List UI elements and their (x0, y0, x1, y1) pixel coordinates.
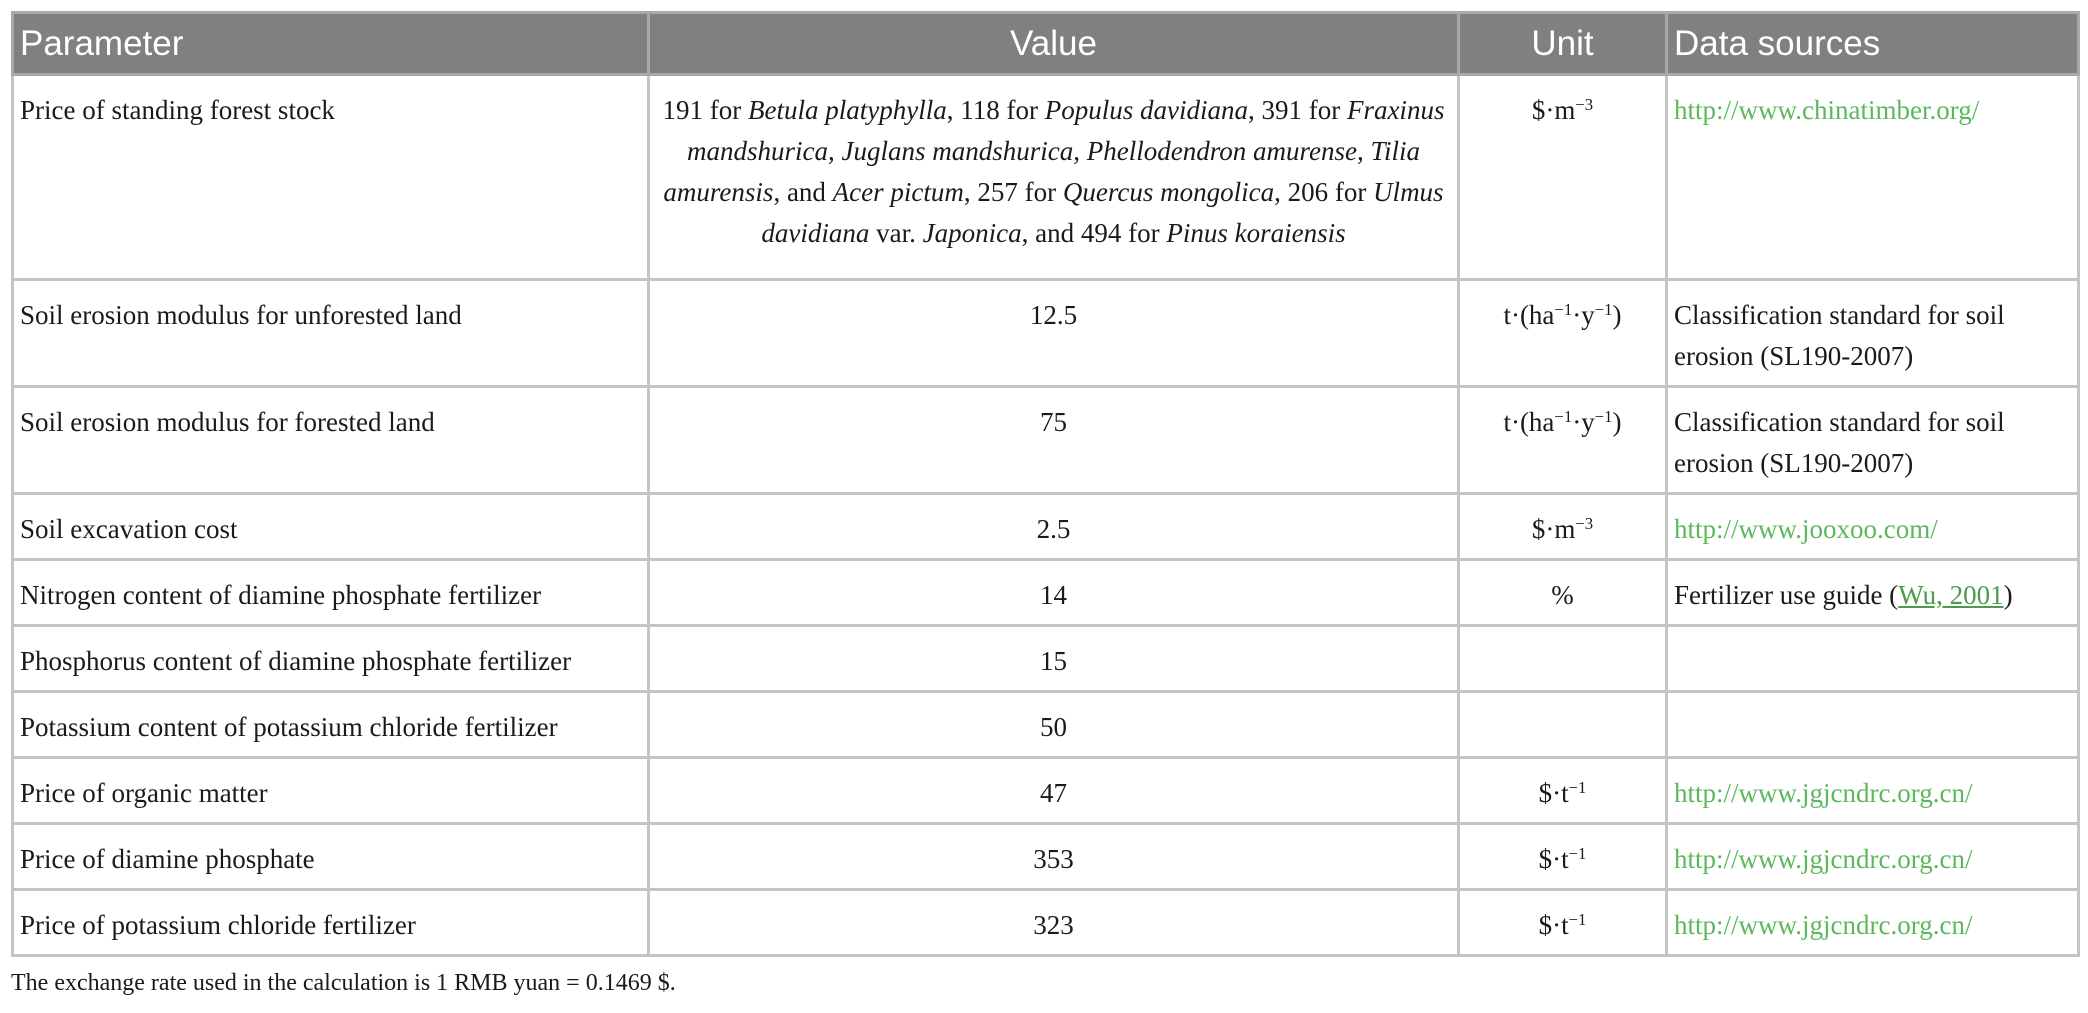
parameter-cell: Soil erosion modulus for unforested land (13, 280, 649, 387)
value-text: , and (773, 177, 833, 207)
table-row (13, 824, 2079, 890)
unit-cell (1459, 824, 1667, 890)
table-footnote: The exchange rate used in the calculation is 1 RMB yuan = 0.1469 $. (11, 970, 676, 996)
parameter-cell: Price of diamine phosphate (13, 824, 649, 890)
value-text: , and 494 for (1021, 218, 1167, 248)
unit-exponent: −1 (1594, 299, 1613, 319)
unit-exponent: −1 (1568, 777, 1587, 797)
table-body (13, 75, 2079, 956)
species-name: Japonica (922, 218, 1022, 248)
value-text: , 391 for (1247, 95, 1347, 125)
source-text: Fertilizer use guide ( (1674, 580, 1899, 610)
table-row (13, 387, 2079, 494)
value-cell: 323 (649, 890, 1459, 956)
table-row (13, 626, 2079, 692)
unit-part: t·(ha (1503, 407, 1555, 437)
table-row (13, 890, 2079, 956)
source-link[interactable]: http://www.chinatimber.org/ (1674, 95, 1980, 125)
table-row (13, 280, 2079, 387)
unit-base: $·t (1538, 778, 1569, 808)
header-data-sources: Data sources (1667, 13, 2079, 75)
value-text: , 257 for (963, 177, 1063, 207)
table-row (13, 758, 2079, 824)
source-cell (1667, 560, 2079, 626)
unit-cell (1459, 494, 1667, 560)
unit-part: t·(ha (1503, 300, 1555, 330)
parameters-table (11, 11, 2080, 957)
value-cell: 353 (649, 824, 1459, 890)
parameter-cell: Price of standing forest stock (13, 75, 649, 280)
unit-base: $·t (1538, 844, 1569, 874)
source-cell (1667, 824, 2079, 890)
parameter-cell: Price of potassium chloride fertilizer (13, 890, 649, 956)
unit-cell (1459, 280, 1667, 387)
parameter-cell: Nitrogen content of diamine phosphate fertilizer (13, 560, 649, 626)
species-name: Populus davidiana (1044, 95, 1248, 125)
unit-exponent: −1 (1568, 843, 1587, 863)
source-text: ) (2003, 580, 2013, 610)
species-name: Fraxinus mandshurica, Juglans mandshurica, Phellodendron amurense, Tilia amurensis (663, 95, 1445, 207)
unit-part: ·y (1572, 300, 1595, 330)
value-cell (649, 75, 1459, 280)
unit-cell (1459, 758, 1667, 824)
unit-exponent: −1 (1594, 406, 1613, 426)
unit-exponent: −3 (1575, 94, 1594, 114)
value-cell: 47 (649, 758, 1459, 824)
value-cell: 15 (649, 626, 1459, 692)
species-name: Quercus mongolica (1062, 177, 1275, 207)
header-unit: Unit (1459, 13, 1667, 75)
source-cell (1667, 75, 2079, 280)
source-cell (1667, 494, 2079, 560)
source-cell: Classification standard for soil erosion (SL190-2007) (1667, 280, 2079, 387)
unit-base: $·m (1531, 95, 1576, 125)
value-cell: 12.5 (649, 280, 1459, 387)
unit-part: ) (1612, 300, 1622, 330)
parameter-cell: Soil excavation cost (13, 494, 649, 560)
unit-base: $·t (1538, 910, 1569, 940)
unit-exponent: −1 (1568, 909, 1587, 929)
source-cell (1667, 890, 2079, 956)
source-link[interactable]: http://www.jgjcndrc.org.cn/ (1674, 844, 1973, 874)
species-name: Pinus koraiensis (1166, 218, 1346, 248)
value-cell: 2.5 (649, 494, 1459, 560)
table-row (13, 75, 2079, 280)
unit-cell: % (1459, 560, 1667, 626)
value-cell: 50 (649, 692, 1459, 758)
value-cell: 75 (649, 387, 1459, 494)
table-header (13, 13, 2079, 75)
unit-base: $·m (1531, 514, 1576, 544)
unit-exponent: −1 (1554, 406, 1573, 426)
source-cell (1667, 692, 2079, 758)
table-row (13, 494, 2079, 560)
unit-cell (1459, 890, 1667, 956)
value-text: 191 for (662, 95, 749, 125)
species-name: Betula platyphylla (748, 95, 947, 125)
unit-cell (1459, 692, 1667, 758)
parameter-cell: Phosphorus content of diamine phosphate fertilizer (13, 626, 649, 692)
source-link[interactable]: http://www.jgjcndrc.org.cn/ (1674, 778, 1973, 808)
unit-cell (1459, 75, 1667, 280)
parameter-cell: Price of organic matter (13, 758, 649, 824)
table-wrapper (11, 11, 2077, 957)
value-cell: 14 (649, 560, 1459, 626)
unit-cell (1459, 626, 1667, 692)
value-text: , 206 for (1274, 177, 1374, 207)
source-link[interactable]: http://www.jgjcndrc.org.cn/ (1674, 910, 1973, 940)
species-name: Ulmus davidiana (761, 177, 1444, 248)
citation-link[interactable]: Wu, 2001 (1898, 580, 2004, 610)
header-row (13, 13, 2079, 75)
unit-part: ) (1612, 407, 1622, 437)
unit-cell (1459, 387, 1667, 494)
unit-exponent: −3 (1575, 513, 1594, 533)
header-parameter: Parameter (13, 13, 649, 75)
unit-part: ·y (1572, 407, 1595, 437)
species-name: Acer pictum (832, 177, 964, 207)
unit-exponent: −1 (1554, 299, 1573, 319)
parameter-cell: Potassium content of potassium chloride fertilizer (13, 692, 649, 758)
value-text: var. (869, 218, 923, 248)
source-cell: Classification standard for soil erosion (SL190-2007) (1667, 387, 2079, 494)
header-value: Value (649, 13, 1459, 75)
source-link[interactable]: http://www.jooxoo.com/ (1674, 514, 1938, 544)
parameter-cell: Soil erosion modulus for forested land (13, 387, 649, 494)
source-cell (1667, 626, 2079, 692)
table-row (13, 692, 2079, 758)
value-text: , 118 for (946, 95, 1045, 125)
table-row (13, 560, 2079, 626)
source-cell (1667, 758, 2079, 824)
